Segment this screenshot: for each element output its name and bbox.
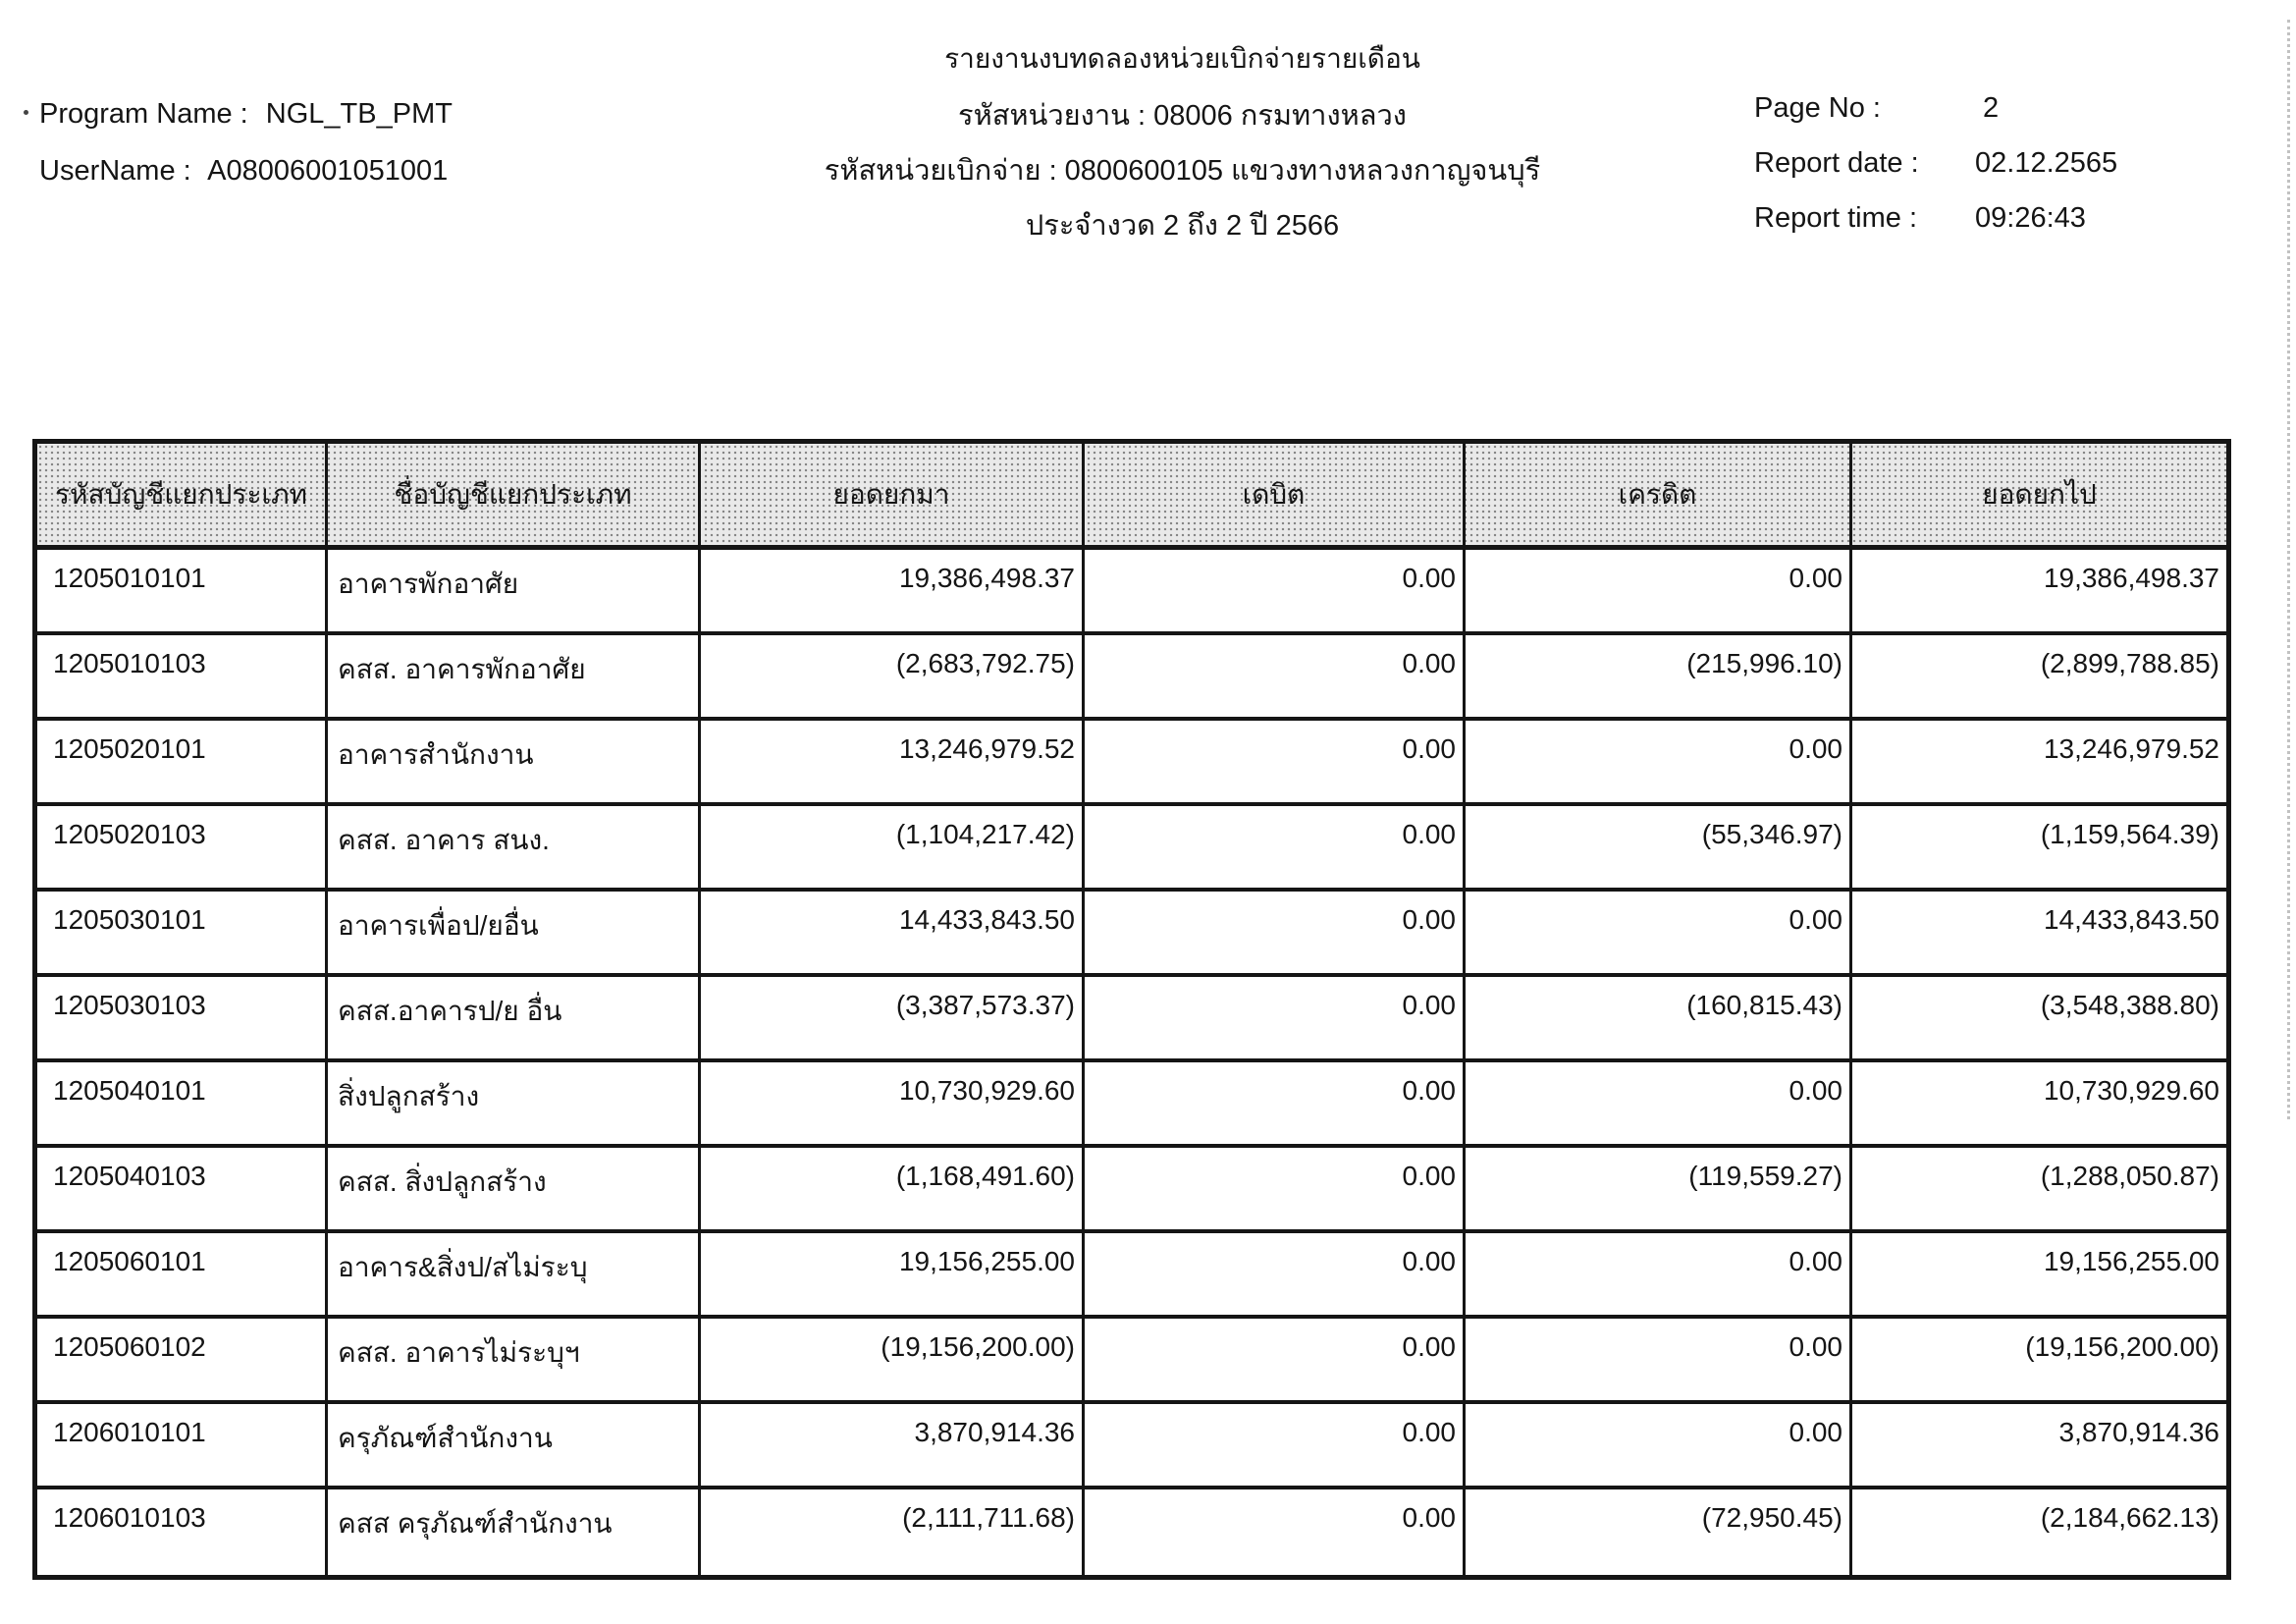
opening-balance-cell: 19,386,498.37 [701, 550, 1085, 631]
debit-cell: 0.00 [1085, 892, 1466, 973]
opening-balance-cell: 19,156,255.00 [701, 1233, 1085, 1315]
credit-cell: 0.00 [1466, 1233, 1852, 1315]
opening-balance-cell: (3,387,573.37) [701, 977, 1085, 1058]
account-code-cell: 1205020103 [37, 806, 328, 888]
opening-balance-cell: (19,156,200.00) [701, 1319, 1085, 1400]
page-no-label: Page No : [1754, 92, 1881, 124]
account-code-cell: 1205060101 [37, 1233, 328, 1315]
report-time-value: 09:26:43 [1975, 202, 2086, 234]
account-name-cell: คสส. อาคารไม่ระบุฯ [328, 1319, 701, 1400]
table-row [37, 806, 2226, 892]
page-title: รายงานงบทดลองหน่วยเบิกจ่ายรายเดือน [944, 43, 1420, 74]
account-name-cell: คสส.อาคารป/ย อื่น [328, 977, 701, 1058]
account-name-cell: อาคารสำนักงาน [328, 721, 701, 802]
column-header-closing-balance: ยอดยกไป [1982, 478, 2097, 510]
account-name-cell: สิ่งปลูกสร้าง [328, 1062, 701, 1144]
closing-balance-cell: 10,730,929.60 [2043, 1075, 2219, 1106]
debit-cell: 0.00 [1085, 550, 1466, 631]
account-code-cell: 1205060102 [37, 1319, 328, 1400]
closing-balance-cell: 14,433,843.50 [2043, 904, 2219, 935]
table-row [37, 977, 2226, 1062]
closing-balance-cell: 19,386,498.37 [2043, 563, 2219, 593]
table-body [37, 550, 2226, 1575]
account-name-cell: อาคารเพื่อป/ยอื่น [328, 892, 701, 973]
column-header-account-name: ชื่อบัญชีแยกประเภท [328, 444, 701, 545]
credit-cell: (215,996.10) [1466, 635, 1852, 717]
closing-balance-cell: (2,899,788.85) [2040, 648, 2219, 678]
opening-balance-cell: 13,246,979.52 [701, 721, 1085, 802]
table-row [37, 1404, 2226, 1489]
credit-cell: (72,950.45) [1466, 1489, 1852, 1575]
debit-cell: 0.00 [1085, 1319, 1466, 1400]
scan-speck [24, 110, 28, 115]
account-name-cell: คสส. อาคารพักอาศัย [328, 635, 701, 717]
opening-balance-cell: (1,168,491.60) [701, 1148, 1085, 1229]
credit-cell: 0.00 [1466, 892, 1852, 973]
account-name-cell: คสส ครุภัณฑ์สำนักงาน [328, 1489, 701, 1575]
table-row [37, 1062, 2226, 1148]
debit-cell: 0.00 [1085, 1489, 1466, 1575]
table-row [37, 1233, 2226, 1319]
table-row [37, 721, 2226, 806]
column-header-debit: เดบิต [1085, 444, 1466, 545]
closing-balance-cell: 19,156,255.00 [2043, 1246, 2219, 1276]
table-row [37, 892, 2226, 977]
credit-cell: 0.00 [1466, 721, 1852, 802]
program-name-value: NGL_TB_PMT [265, 98, 453, 130]
period-line: ประจำงวด 2 ถึง 2 ปี 2566 [1025, 210, 1340, 242]
column-header-credit: เครดิต [1466, 444, 1852, 545]
account-name-cell: ครุภัณฑ์สำนักงาน [328, 1404, 701, 1486]
username-value: A08006001051001 [207, 155, 449, 187]
table-header-row [37, 444, 2226, 550]
debit-cell: 0.00 [1085, 1404, 1466, 1486]
table-row [37, 1148, 2226, 1233]
account-name-cell: คสส. สิ่งปลูกสร้าง [328, 1148, 701, 1229]
column-header-opening-balance: ยอดยกมา [701, 444, 1085, 545]
agency-code-line: รหัสหน่วยงาน : 08006 กรมทางหลวง [958, 100, 1407, 132]
closing-balance-cell: 13,246,979.52 [2043, 733, 2219, 764]
opening-balance-cell: (2,111,711.68) [701, 1489, 1085, 1575]
credit-cell: 0.00 [1466, 1062, 1852, 1144]
account-code-cell: 1205030103 [37, 977, 328, 1058]
credit-cell: (160,815.43) [1466, 977, 1852, 1058]
closing-balance-cell: (1,159,564.39) [2040, 819, 2219, 849]
opening-balance-cell: 10,730,929.60 [701, 1062, 1085, 1144]
account-code-cell: 1206010101 [37, 1404, 328, 1486]
table-row [37, 635, 2226, 721]
table-row [37, 1489, 2226, 1575]
closing-balance-cell: (3,548,388.80) [2040, 990, 2219, 1020]
account-code-cell: 1205010103 [37, 635, 328, 717]
debit-cell: 0.00 [1085, 1233, 1466, 1315]
program-name-label: Program Name : [39, 98, 248, 130]
report-time-label: Report time : [1754, 202, 1917, 234]
scan-edge-artifact [2287, 20, 2290, 1119]
account-code-cell: 1205010101 [37, 550, 328, 631]
debit-cell: 0.00 [1085, 635, 1466, 717]
account-code-cell: 1206010103 [37, 1489, 328, 1575]
opening-balance-cell: 3,870,914.36 [701, 1404, 1085, 1486]
debit-cell: 0.00 [1085, 806, 1466, 888]
account-name-cell: อาคาร&สิ่งป/สไม่ระบุ [328, 1233, 701, 1315]
account-code-cell: 1205040103 [37, 1148, 328, 1229]
table-row [37, 550, 2226, 635]
debit-cell: 0.00 [1085, 1062, 1466, 1144]
opening-balance-cell: (2,683,792.75) [701, 635, 1085, 717]
closing-balance-cell: 3,870,914.36 [2058, 1417, 2219, 1447]
debit-cell: 0.00 [1085, 721, 1466, 802]
closing-balance-cell: (2,184,662.13) [2040, 1502, 2219, 1533]
disbursement-code-line: รหัสหน่วยเบิกจ่าย : 0800600105 แขวงทางหลวงกาญจนบุรี [824, 155, 1541, 187]
account-code-cell: 1205030101 [37, 892, 328, 973]
credit-cell: 0.00 [1466, 1404, 1852, 1486]
column-header-account-code: รหัสบัญชีแยกประเภท [37, 444, 328, 545]
closing-balance-cell: (1,288,050.87) [2040, 1161, 2219, 1191]
trial-balance-table [32, 439, 2231, 1580]
opening-balance-cell: 14,433,843.50 [701, 892, 1085, 973]
closing-balance-cell: (19,156,200.00) [2025, 1331, 2219, 1362]
debit-cell: 0.00 [1085, 1148, 1466, 1229]
account-name-cell: คสส. อาคาร สนง. [328, 806, 701, 888]
account-name-cell: อาคารพักอาศัย [328, 550, 701, 631]
account-code-cell: 1205040101 [37, 1062, 328, 1144]
report-date-label: Report date : [1754, 147, 1919, 179]
credit-cell: (55,346.97) [1466, 806, 1852, 888]
opening-balance-cell: (1,104,217.42) [701, 806, 1085, 888]
page-no-value: 2 [1983, 92, 2000, 124]
credit-cell: 0.00 [1466, 550, 1852, 631]
credit-cell: (119,559.27) [1466, 1148, 1852, 1229]
report-date-value: 02.12.2565 [1975, 147, 2118, 179]
table-row [37, 1319, 2226, 1404]
debit-cell: 0.00 [1085, 977, 1466, 1058]
account-code-cell: 1205020101 [37, 721, 328, 802]
credit-cell: 0.00 [1466, 1319, 1852, 1400]
username-label: UserName : [39, 155, 191, 187]
